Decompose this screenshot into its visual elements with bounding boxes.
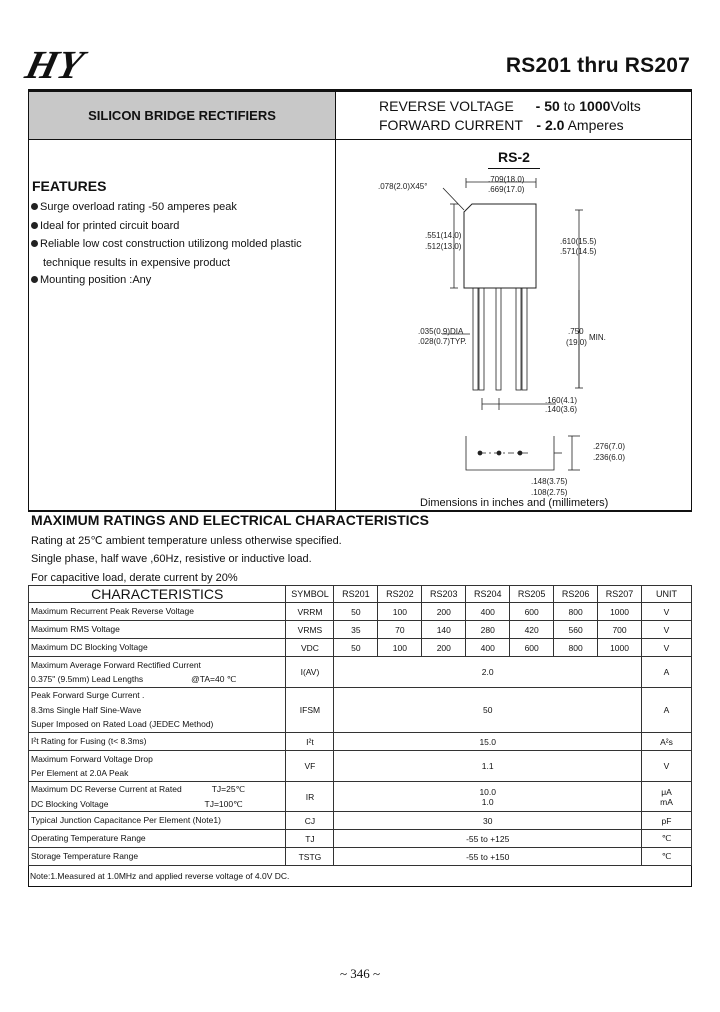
forward-current-dash: - [536,117,542,133]
feature-item: Surge overload rating -50 amperes peak [31,201,237,213]
table-header-row [29,586,692,603]
dim-lead-length: .750 [568,327,584,336]
dim-pitch-max: .160(4.1) [545,396,578,405]
category-title: SILICON BRIDGE RECTIFIERS [28,92,336,140]
bullet-icon [31,276,38,283]
dim-overall-height-max: .610(15.5) [560,237,597,246]
features-title: FEATURES [32,178,107,194]
col-part: RS202 [378,586,422,603]
dim-top-width-max: .709(18.0) [488,175,525,184]
feature-item: Mounting position :Any [31,274,151,286]
table-row: Operating Temperature Range TJ -55 to +125 ℃ [29,830,692,848]
hy-logo-text: HY [21,42,88,87]
footnote: Note:1.Measured at 1.0MHz and applied reverse voltage of 4.0V DC. [30,871,290,881]
col-part: RS203 [422,586,466,603]
dim-lead-length-mm: (19.0) [566,338,587,347]
dimensions-caption: Dimensions in inches and (millimeters) [420,497,609,509]
bullet-icon [31,222,38,229]
chamfer-leader [443,188,464,210]
table-row: Storage Temperature Range TSTG -55 to +150 ℃ [29,848,692,866]
table-row: Peak Forward Surge Current . 8.3ms Single Half Sine-Wave Super Imposed on Rated Load (JEDEC Method) IFSM 50 A [29,688,692,733]
dim-pitch-min: .140(3.6) [545,405,578,414]
dim-chamfer: .078(2.0)X45° [378,182,428,191]
col-part: RS204 [466,586,510,603]
bullet-icon [31,203,38,210]
dim-overall-height-min: .571(14.5) [560,247,597,256]
feature-item: Ideal for printed circuit board [31,220,179,232]
rating-note: Single phase, half wave ,60Hz, resistive or inductive load. [31,553,312,565]
table-row: Maximum Recurrent Peak Reverse Voltage VRRM 50 100 200 400 600 800 1000 V [29,603,692,621]
table-row: Maximum DC Reverse Current at Rated TJ=25℃ DC Blocking Voltage TJ=100℃ IR 10.0 1.0 μA mA [29,782,692,812]
forward-current-value: 2.0 [544,117,565,133]
col-symbol: SYMBOL [286,586,334,603]
col-unit: UNIT [642,586,692,603]
dim-lead-dia-min: .028(0.7)TYP. [418,337,467,346]
forward-current-unit: Amperes [567,117,624,133]
part-title: RS201 thru RS207 [505,54,690,77]
dim-body-height-min: .512(13.0) [425,242,462,251]
dim-depth-max: .276(7.0) [593,442,626,451]
rating-note: Rating at 25℃ ambient temperature unless otherwise specified. [31,535,342,547]
reverse-voltage-min: 50 [544,98,560,114]
characteristics-table [28,585,692,866]
table-row: Maximum RMS Voltage VRMS 35 70 140 280 420 560 700 V [29,621,692,639]
reverse-voltage-to: to [563,98,576,114]
feature-item: Reliable low cost construction utilizong molded plastic [31,238,302,250]
reverse-voltage-unit: Volts [610,98,641,114]
table-row: Maximum Forward Voltage Drop Per Element at 2.0A Peak VF 1.1 V [29,751,692,782]
table-row: Typical Junction Capacitance Per Element (Note1) CJ 30 pF [29,812,692,830]
table-row: I²t Rating for Fusing (t< 8.3ms) I²t 15.0 A²s [29,733,692,751]
package-drawing [336,140,692,510]
forward-current-label: FORWARD CURRENT [379,117,523,133]
features-panel [28,140,336,510]
package-leads [473,288,527,390]
reverse-voltage-dash: - [535,98,541,114]
dim-lead-dia-max: .035(0.9)DIA [418,327,464,336]
dim-depth-min: .236(6.0) [593,453,626,462]
bullet-icon [31,240,38,247]
package-name: RS-2 [488,147,540,169]
table-row: Maximum Average Forward Rectified Current 0.375" (9.5mm) Lead Lengths @TA=40 ℃ I(AV) 2.0 A [29,657,692,688]
dim-body-height-max: .551(14.0) [425,231,462,240]
ratings-title: MAXIMUM RATINGS AND ELECTRICAL CHARACTERISTICS [31,512,429,528]
col-part: RS206 [554,586,598,603]
dim-side-min: .108(2.75) [531,488,568,497]
forward-current-spec [379,117,624,133]
col-part: RS201 [334,586,378,603]
table-row: Maximum DC Blocking Voltage VDC 50 100 200 400 600 800 1000 V [29,639,692,657]
col-part: RS205 [510,586,554,603]
dim-top-width-min: .669(17.0) [488,185,525,194]
dim-lead-length-suffix: MIN. [589,333,606,342]
reverse-voltage-max: 1000 [579,98,611,114]
dim-side-max: .148(3.75) [531,477,568,486]
bottom-rule [28,886,692,887]
feature-item-continuation: technique results in expensive product [43,257,231,269]
package-body [464,204,536,288]
col-characteristics: CHARACTERISTICS [29,586,286,603]
col-part: RS207 [598,586,642,603]
rating-note: For capacitive load, derate current by 20% [31,572,238,584]
hy-logo [21,42,168,87]
page-number: ~ 346 ~ [339,966,381,981]
reverse-voltage-label: REVERSE VOLTAGE [379,98,514,114]
reverse-voltage-spec [379,98,641,114]
